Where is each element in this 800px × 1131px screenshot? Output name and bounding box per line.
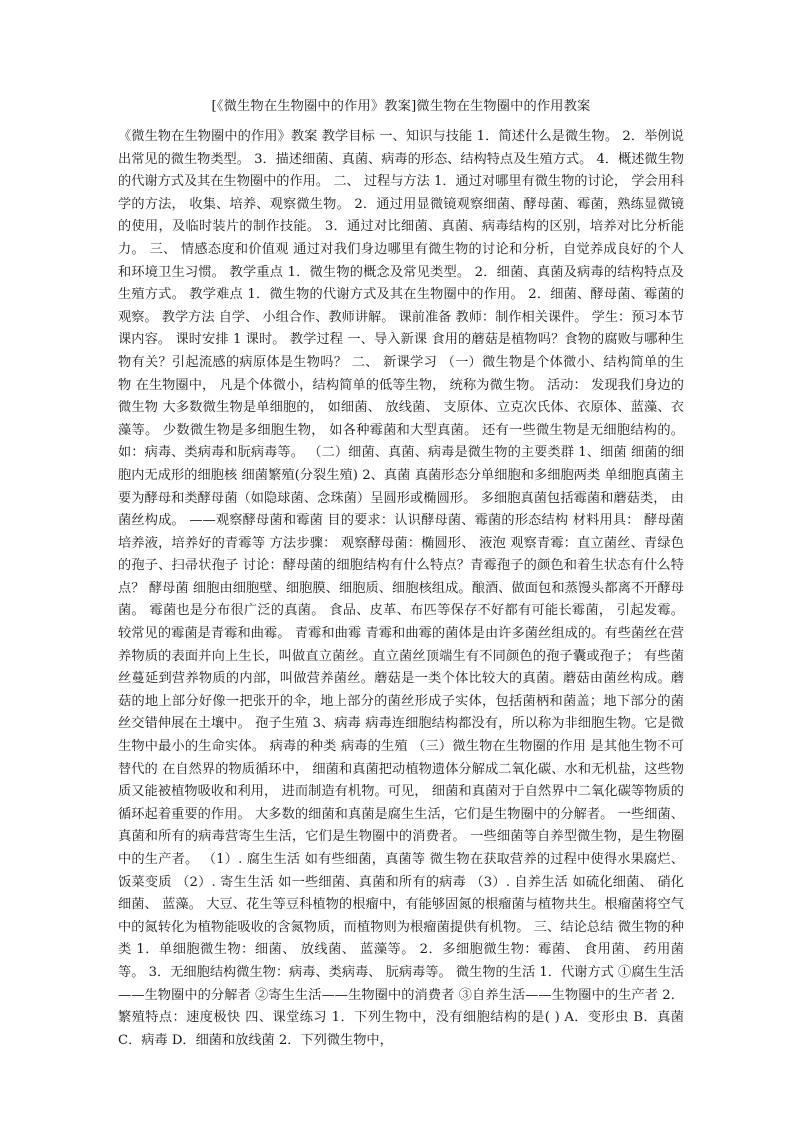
document-body: 《微生物在生物圈中的作用》教案 教学目标 一、知识与技能 1．简述什么是微生物。 2．举例说出常见的微生物类型。 3．描述细菌、真菌、病毒的形态、结构特点及生殖方式。 4．概述微生物的代谢方式及其在生物圈中的作用。 二、 过程与方法 1．通过对哪里有微生物的讨论， 学会用科学的方法， 收集、培养、观察微生物。 2．通过用显微镜观察细菌、酵母菌、霉菌，熟练显微镜的使用，及临时装片的制作技能。 3．通过对比细菌、真菌、病毒结构的区别，培养对比分析能力。 三、 情感态度和价值观 通过对我们身边哪里有微生物的讨论和分析，自觉养成良好的个人和环境卫生习惯。 教学重点 1．微生物的概念及常见类型。 2．细菌、真菌及病毒的结构特点及生殖方式。 教学难点 1．微生物的代谢方式及其在生物圈中的作用。 2．细菌、酵母菌、霉菌的观察。 教学方法 自学、 小组合作、教师讲解。 课前准备 教师：制作相关课件。 学生：预习本节课内容。 课时安排 1 课时。 教学过程 一、导入新课 食用的蘑菇是植物吗？食物的腐败与哪种生物有关？引起流感的病原体是生物吗？ 二、 新课学习 （一）微生物是个体微小、结构简单的生物 在生物圈中， 凡是个体微小，结构简单的低等生物， 统称为微生物。 活动： 发现我们身边的微生物 大多数微生物是单细胞的， 如细菌、 放线菌、 支原体、立克次氏体、衣原体、蓝藻、衣藻等。 少数微生物是多细胞生物， 如各种霉菌和大型真菌。 还有一些微生物是无细胞结构的。 如：病毒、类病毒和朊病毒等。 （二）细菌、真菌、病毒是微生物的主要类群 1、细菌 细菌的细胞内无成形的细胞核 细菌繁殖(分裂生殖) 2、真菌 真菌形态分单细胞和多细胞两类 单细胞真菌主要为酵母和类酵母菌（如隐球菌、念珠菌）呈圆形或椭圆形。 多细胞真菌包括霉菌和蘑菇类， 由菌丝构成。 ——观察酵母菌和霉菌 目的要求：认识酵母菌、霉菌的形态结构 材料用具： 酵母菌培养液，培养好的青霉等 方法步骤： 观察酵母菌：椭圆形、 液泡 观察青霉：直立菌丝、青绿色的孢子、扫帚状孢子 讨论：酵母菌的细胞结构有什么特点？青霉孢子的颜色和着生状态有什么特点？ 酵母菌 细胞由细胞壁、细胞膜、细胞质、细胞核组成。酿酒、做面包和蒸馒头都离不开酵母菌。 霉菌也是分布很广泛的真菌。 食品、皮革、布匹等保存不好都有可能长霉菌， 引起发霉。较常见的霉菌是青霉和曲霉。 青霉和曲霉 青霉和曲霉的菌体是由许多菌丝组成的。有些菌丝在营养物质的表面并向上生长，叫做直立菌丝。直立菌丝顶端生有不同颜色的孢子囊或孢子； 有些菌丝蔓延到营养物质的内部，叫做营养菌丝。蘑菇是一类个体比较大的真菌。蘑菇由菌丝构成。蘑菇的地上部分好像一把张开的伞，地上部分的菌丝形成子实体，包括菌柄和菌盖；地下部分的菌丝交错伸展在土壤中。 孢子生殖 3、病毒 病毒连细胞结构都没有，所以称为非细胞生物。它是微生物中最小的生命实体。 病毒的种类 病毒的生殖 （三）微生物在生物圈的作用 是其他生物不可替代的 在自然界的物质循环中， 细菌和真菌把动植物遗体分解成二氧化碳、水和无机盐，这些物质又能被植物吸收和利用， 进而制造有机物。可见， 细菌和真菌对于自然界中二氧化碳等物质的循环起着重要的作用。 大多数的细菌和真菌是腐生生活，它们是生物圈中的分解者。 一些细菌、真菌和所有的病毒营寄生生活，它们是生物圈中的消费者。 一些细菌等自养型微生物，是生物圈中的生产者。 （1）. 腐生生活 如有些细菌，真菌等 微生物在获取营养的过程中使得水果腐烂、饭菜变质 （2）. 寄生生活 如一些细菌、真菌和所有的病毒 （3）. 自养生活 如硫化细菌、 硝化细菌、 蓝藻。 大豆、花生等豆科植物的根瘤中，有能够固氮的根瘤菌与植物共生。根瘤菌将空气中的氮转化为植物能吸收的含氮物质，而植物则为根瘤菌提供有机物。 三、结论总结 微生物的种类 1．单细胞微生物：细菌、 放线菌、 蓝藻等。 2．多细胞微生物：霉菌、 食用菌、 药用菌等。 3．无细胞结构微生物：病毒、类病毒、 朊病毒等。 微生物的生活 1．代谢方式 ①腐生生活——生物圈中的分解者 ②寄生生活——生物圈中的消费者 ③自养生活——生物圈中的生产者 2．繁殖特点：速度极快 四、课堂练习 1．下列生物中，没有细胞结构的是( ) A．变形虫 B．真菌 C．病毒 D．细菌和放线菌 2．下列微生物中， <box>118 129 684 1048</box>
document-title: [《微生物在生物圈中的作用》教案]微生物在生物圈中的作用教案 <box>211 99 591 114</box>
document-page <box>118 96 684 1052</box>
